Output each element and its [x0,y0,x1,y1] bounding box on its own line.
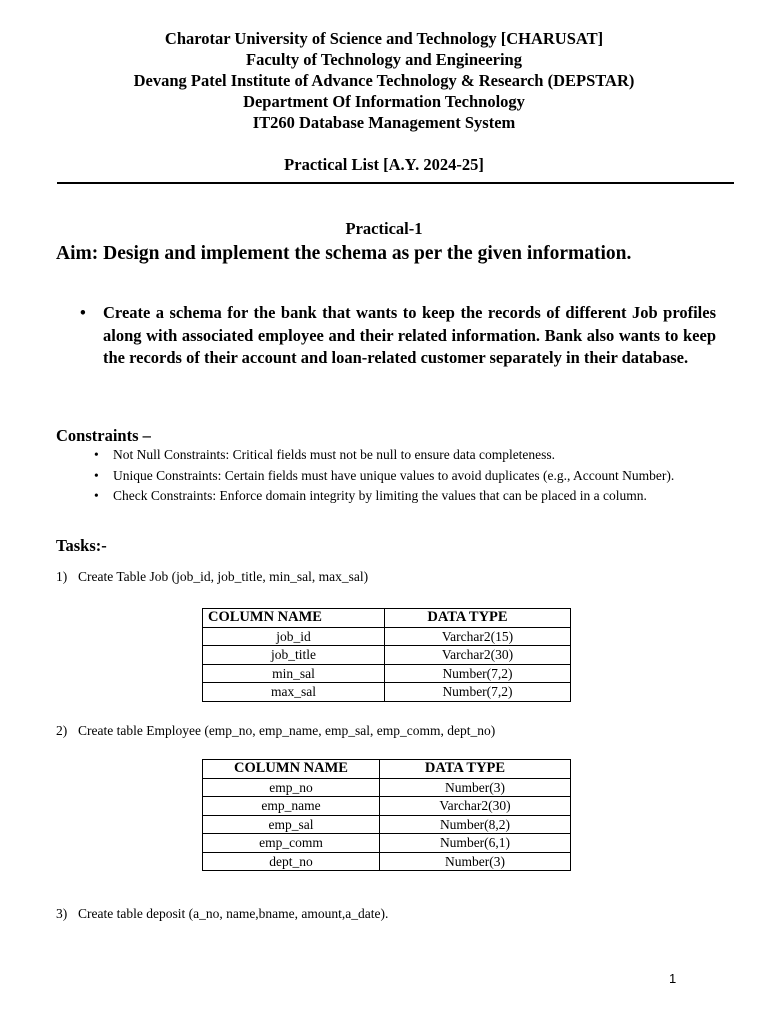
table-row: min_sal Number(7,2) [203,664,571,683]
university-name: Charotar University of Science and Technology [CHARUSAT] [164,29,604,48]
aim-statement: Aim: Design and implement the schema as per the given information. [56,243,632,264]
list-item: • Unique Constraints: Certain fields must have unique values to avoid duplicates (e.g., Account Number). [94,467,675,483]
column-name-header: COLUMN NAME [203,760,380,779]
job-table [202,608,571,702]
constraints-list [94,446,716,508]
bullet-icon: • [80,303,86,322]
institute-name: Devang Patel Institute of Advance Technology & Research (DEPSTAR) [133,71,635,90]
task-item: 2) Create table Employee (emp_no, emp_name, emp_sal, emp_comm, dept_no) [56,723,496,738]
table-row: dept_no Number(3) [203,852,571,871]
table-row: emp_sal Number(8,2) [203,815,571,834]
table-row: emp_no Number(3) [203,778,571,797]
table-header-row [203,760,571,779]
page-number: 1 [669,971,677,986]
table-row: job_title Varchar2(30) [203,646,571,665]
bullet-icon: • [94,447,99,462]
document-header [0,28,768,175]
data-type-header: DATA TYPE [385,609,571,628]
bullet-icon: • [94,467,99,483]
practical-list-title: Practical List [A.Y. 2024-25] [284,155,484,174]
bullet-icon: • [94,488,99,503]
table-row: job_id Varchar2(15) [203,627,571,646]
task-item: 3) Create table deposit (a_no, name,bname, amount,a_date). [56,906,389,921]
schema-description-text: Create a schema for the bank that wants to keep the records of different Job profiles along with associated employee and their related information. Bank also wants to keep the records of their account and loan-related customer separately in their database. [103,303,716,368]
table-row: max_sal Number(7,2) [203,683,571,702]
task-item: 1) Create Table Job (job_id, job_title, min_sal, max_sal) [56,569,369,584]
faculty-name: Faculty of Technology and Engineering [246,50,522,69]
course-name: IT260 Database Management System [252,113,516,132]
employee-table [202,759,571,871]
column-name-header: COLUMN NAME [203,609,385,628]
table-header-row [203,609,571,628]
table-row: emp_name Varchar2(30) [203,797,571,816]
practical-title: Practical-1 [345,219,423,238]
header-divider [57,182,734,184]
table-row: emp_comm Number(6,1) [203,834,571,853]
list-item: • Check Constraints: Enforce domain integrity by limiting the values that can be placed in a column. [94,488,647,503]
tasks-heading: Tasks:- [56,536,107,555]
schema-description [80,302,716,370]
list-item: • Not Null Constraints: Critical fields must not be null to ensure data completeness. [94,447,556,462]
constraints-heading: Constraints – [56,426,151,445]
department-name: Department Of Information Technology [243,92,525,111]
data-type-header: DATA TYPE [380,760,571,779]
